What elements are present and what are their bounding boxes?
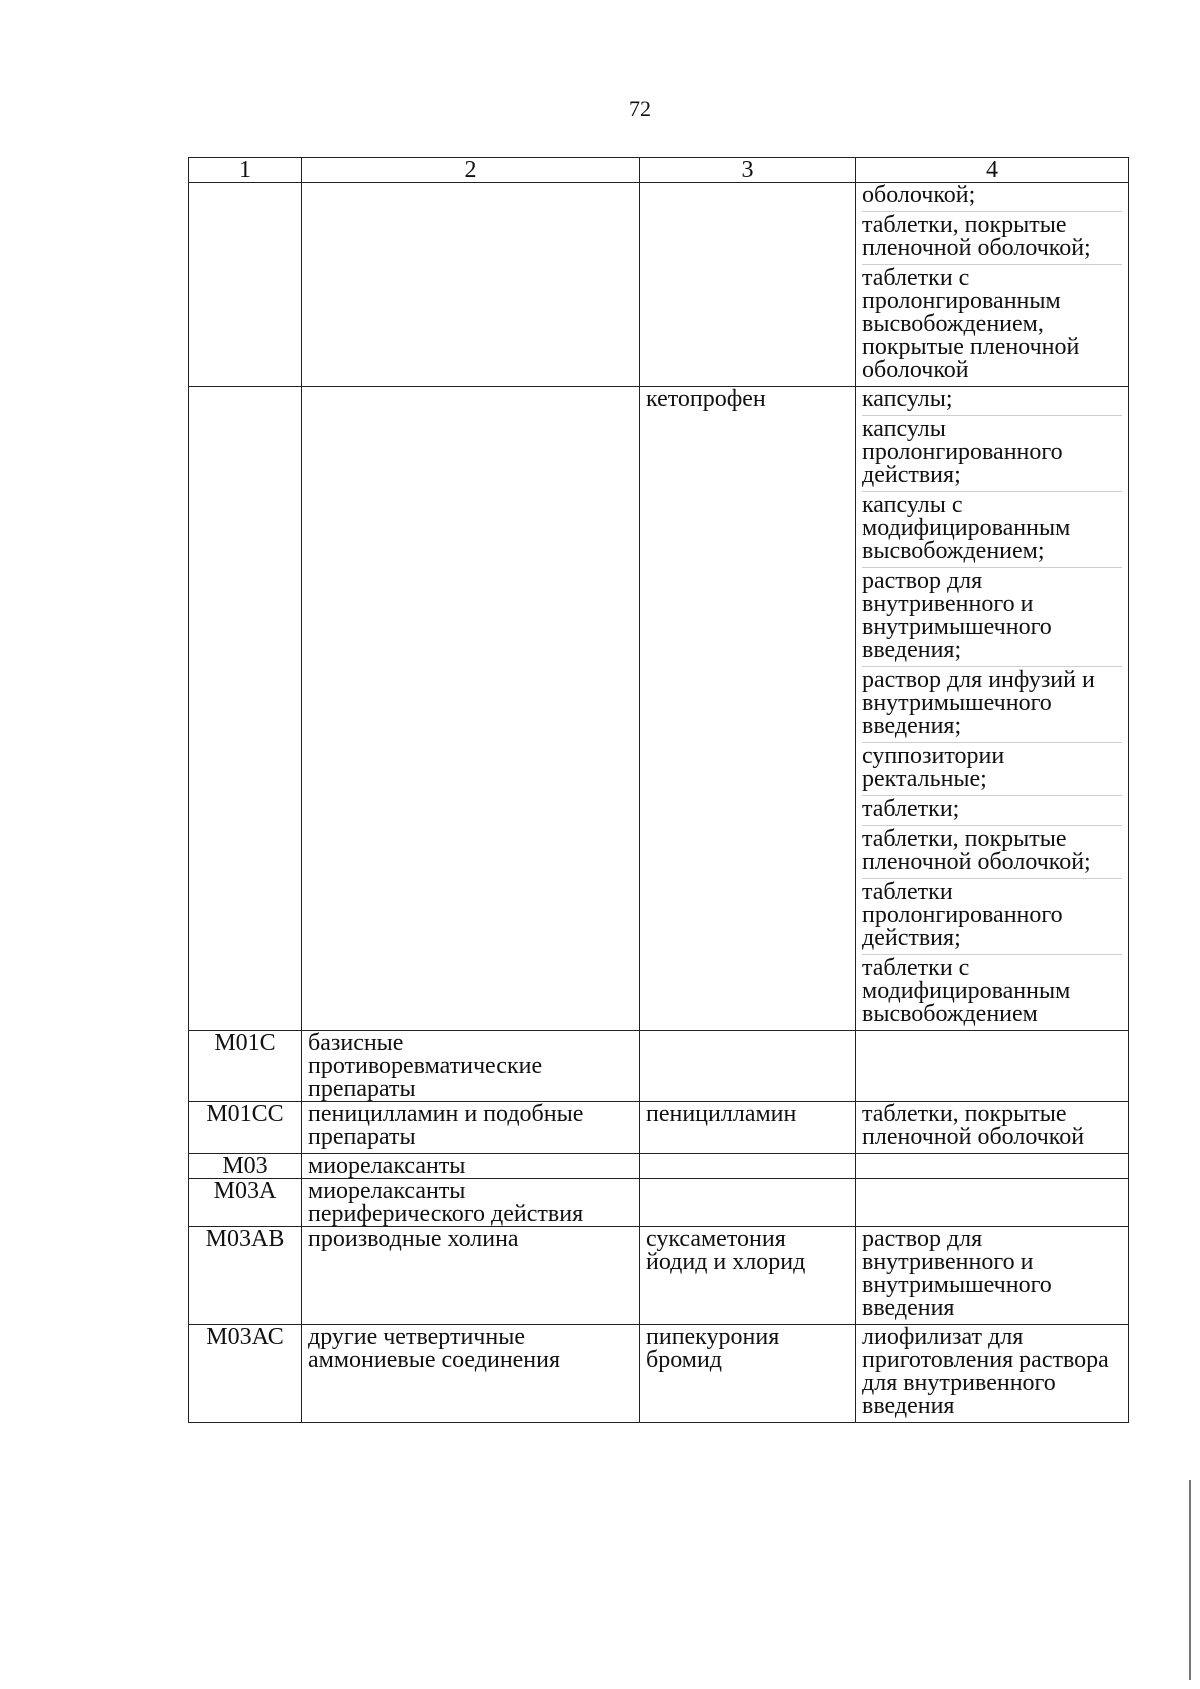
dosage-form: раствор для инфузий и внутримышечного введения; — [862, 666, 1122, 742]
table-row — [189, 183, 1129, 387]
dosage-form: капсулы пролонгированного действия; — [862, 415, 1122, 491]
page-number: 72 — [629, 96, 651, 121]
table-row — [189, 1325, 1129, 1423]
group-cell: миорелаксанты периферического действия — [302, 1179, 640, 1227]
dosage-form: оболочкой; — [862, 182, 976, 208]
drug-cell — [640, 1179, 856, 1227]
column-header: 3 — [640, 158, 856, 183]
dosage-form: раствор для внутривенного и внутримышечного введения; — [862, 567, 1122, 666]
code-cell: М01С — [189, 1031, 302, 1102]
drug-cell — [640, 1154, 856, 1179]
dosage-form: лиофилизат для приготовления раствора для внутривенного введения — [862, 1324, 1109, 1419]
dosage-forms-cell — [856, 1102, 1129, 1154]
code-cell — [189, 387, 302, 1031]
code-cell: М03А — [189, 1179, 302, 1227]
dosage-form: таблетки с модифицированным высвобождением — [862, 954, 1122, 1030]
column-header: 1 — [189, 158, 302, 183]
code-cell — [189, 183, 302, 387]
drug-cell: пипекурония бромид — [640, 1325, 856, 1423]
table-row — [189, 387, 1129, 1031]
dosage-form: капсулы с модифицированным высвобождением; — [862, 491, 1122, 567]
document-sheet — [188, 157, 1128, 1423]
drug-cell: суксаметония йодид и хлорид — [640, 1227, 856, 1325]
group-cell: пеницилламин и подобные препараты — [302, 1102, 640, 1154]
drug-cell: кетопрофен — [640, 387, 856, 1031]
table-row — [189, 1179, 1129, 1227]
dosage-form: таблетки, покрытые пленочной оболочкой; — [862, 211, 1122, 264]
code-cell: М03 — [189, 1154, 302, 1179]
dosage-form: капсулы; — [862, 386, 953, 412]
dosage-forms-cell — [856, 1325, 1129, 1423]
column-header: 4 — [856, 158, 1129, 183]
dosage-form: таблетки, покрытые пленочной оболочкой; — [862, 825, 1122, 878]
drug-cell — [640, 1031, 856, 1102]
code-cell: М03АВ — [189, 1227, 302, 1325]
table-body — [189, 183, 1129, 1423]
group-cell: производные холина — [302, 1227, 640, 1325]
dosage-forms-cell — [856, 1179, 1129, 1227]
drug-cell — [640, 183, 856, 387]
table-row — [189, 1031, 1129, 1102]
column-header: 2 — [302, 158, 640, 183]
dosage-form: таблетки, покрытые пленочной оболочкой — [862, 1101, 1085, 1150]
code-cell: М03АС — [189, 1325, 302, 1423]
dosage-form: таблетки с пролонгированным высвобождением, покрытые пленочной оболочкой — [862, 264, 1122, 386]
dosage-forms-cell — [856, 387, 1129, 1031]
group-cell: базисные противоревматические препараты — [302, 1031, 640, 1102]
scan-edge-line — [1189, 1480, 1191, 1680]
dosage-form: таблетки пролонгированного действия; — [862, 878, 1122, 954]
group-cell: другие четвертичные аммониевые соединения — [302, 1325, 640, 1423]
dosage-form: таблетки; — [862, 795, 1122, 825]
column-header-row — [189, 158, 1129, 183]
dosage-form: суппозитории ректальные; — [862, 742, 1122, 795]
dosage-forms-cell — [856, 183, 1129, 387]
table-row — [189, 1102, 1129, 1154]
table-row — [189, 1154, 1129, 1179]
table-row — [189, 1227, 1129, 1325]
group-cell: миорелаксанты — [302, 1154, 640, 1179]
drug-table — [188, 157, 1129, 1423]
dosage-forms-cell — [856, 1154, 1129, 1179]
dosage-form: раствор для внутривенного и внутримышечного введения — [862, 1226, 1052, 1321]
code-cell: М01СС — [189, 1102, 302, 1154]
drug-cell: пеницилламин — [640, 1102, 856, 1154]
dosage-forms-cell — [856, 1227, 1129, 1325]
group-cell — [302, 387, 640, 1031]
group-cell — [302, 183, 640, 387]
dosage-forms-cell — [856, 1031, 1129, 1102]
